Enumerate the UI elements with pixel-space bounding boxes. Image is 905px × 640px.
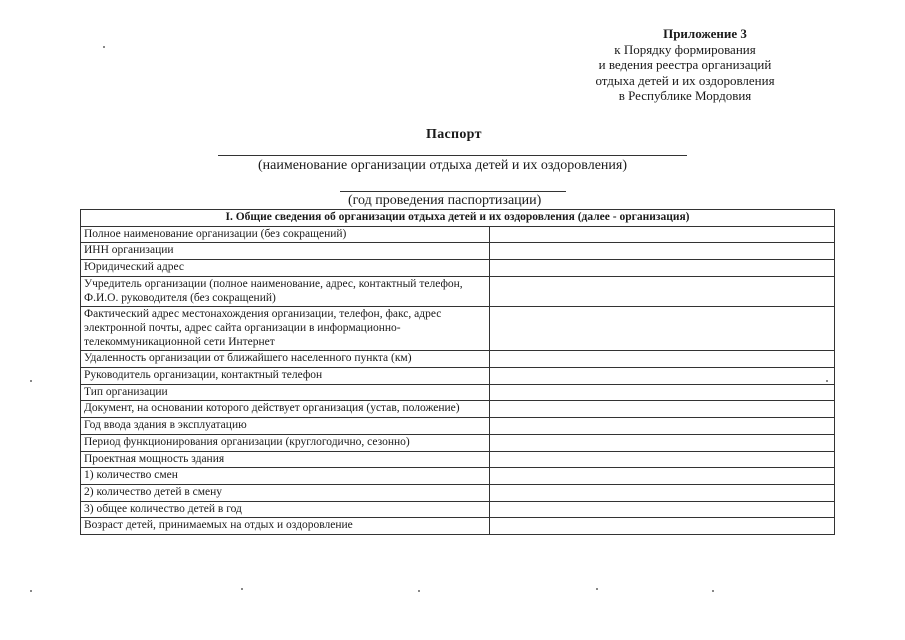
row-label: Удаленность организации от ближайшего населенного пункта (км): [81, 351, 490, 368]
row-label: Руководитель организации, контактный телефон: [81, 368, 490, 385]
row-label: Полное наименование организации (без сокращений): [81, 226, 490, 243]
scan-speck: [103, 46, 105, 48]
row-label: Тип организации: [81, 384, 490, 401]
year-caption: (год проведения паспортизации): [348, 193, 542, 208]
section-header-row: [81, 210, 835, 227]
row-label: Период функционирования организации (круглогодично, сезонно): [81, 434, 490, 451]
row-label: ИНН организации: [81, 243, 490, 260]
row-value-cell[interactable]: [490, 307, 835, 351]
row-value-cell[interactable]: [490, 518, 835, 535]
row-label: Год ввода здания в эксплуатацию: [81, 418, 490, 435]
row-label: Возраст детей, принимаемых на отдых и оздоровление: [81, 518, 490, 535]
org-name-caption: (наименование организации отдыха детей и их оздоровления): [258, 158, 627, 173]
table-row: [81, 351, 835, 368]
scan-speck: [712, 590, 714, 592]
row-value-cell[interactable]: [490, 384, 835, 401]
row-value-cell[interactable]: [490, 368, 835, 385]
table-row: [81, 451, 835, 468]
row-label: 3) общее количество детей в год: [81, 501, 490, 518]
row-value-cell[interactable]: [490, 401, 835, 418]
row-value-cell[interactable]: [490, 351, 835, 368]
row-label: Юридический адрес: [81, 260, 490, 277]
table-row: [81, 401, 835, 418]
row-value-cell[interactable]: [490, 418, 835, 435]
scan-speck: [30, 590, 32, 592]
appendix-block: [555, 26, 815, 104]
row-label: Учредитель организации (полное наименование, адрес, контактный телефон, Ф.И.О. руководителя (без сокращений): [81, 276, 490, 306]
table-row: [81, 276, 835, 306]
table-row: [81, 384, 835, 401]
row-value-cell[interactable]: [490, 451, 835, 468]
appendix-heading: Приложение 3: [663, 26, 747, 41]
appendix-line: отдыха детей и их оздоровления: [595, 72, 775, 88]
table-row: [81, 243, 835, 260]
row-label: 2) количество детей в смену: [81, 484, 490, 501]
year-blank-line: [340, 191, 566, 192]
row-value-cell[interactable]: [490, 484, 835, 501]
scan-speck: [826, 380, 828, 382]
table-row: [81, 501, 835, 518]
scan-speck: [30, 380, 32, 382]
appendix-line: в Республике Мордовия: [618, 88, 752, 103]
org-name-blank-line: [218, 155, 687, 156]
row-value-cell[interactable]: [490, 226, 835, 243]
table-row: [81, 260, 835, 277]
table-row: [81, 418, 835, 435]
row-value-cell[interactable]: [490, 243, 835, 260]
table-row: [81, 307, 835, 351]
scan-speck: [241, 588, 243, 590]
document-title: Паспорт: [426, 127, 482, 142]
appendix-line: и ведения реестра организаций: [598, 57, 772, 72]
table-row: [81, 518, 835, 535]
scan-speck: [418, 590, 420, 592]
table-row: [81, 484, 835, 501]
table-row: [81, 434, 835, 451]
row-value-cell[interactable]: [490, 468, 835, 485]
row-value-cell[interactable]: [490, 276, 835, 306]
appendix-line: к Порядку формирования: [614, 41, 756, 57]
table-row: [81, 226, 835, 243]
row-label: Документ, на основании которого действует организация (устав, положение): [81, 401, 490, 418]
row-label: Фактический адрес местонахождения организации, телефон, факс, адрес электронной почты, адрес сайта организации в информационно-телекоммуникационной сети Интернет: [81, 307, 490, 351]
table-row: [81, 468, 835, 485]
table-row: [81, 368, 835, 385]
row-label: Проектная мощность здания: [81, 451, 490, 468]
section-title: I. Общие сведения об организации отдыха детей и их оздоровления (далее - организация): [81, 210, 835, 227]
scan-speck: [596, 588, 598, 590]
row-label: 1) количество смен: [81, 468, 490, 485]
passport-table: [80, 209, 835, 535]
row-value-cell[interactable]: [490, 260, 835, 277]
row-value-cell[interactable]: [490, 434, 835, 451]
row-value-cell[interactable]: [490, 501, 835, 518]
